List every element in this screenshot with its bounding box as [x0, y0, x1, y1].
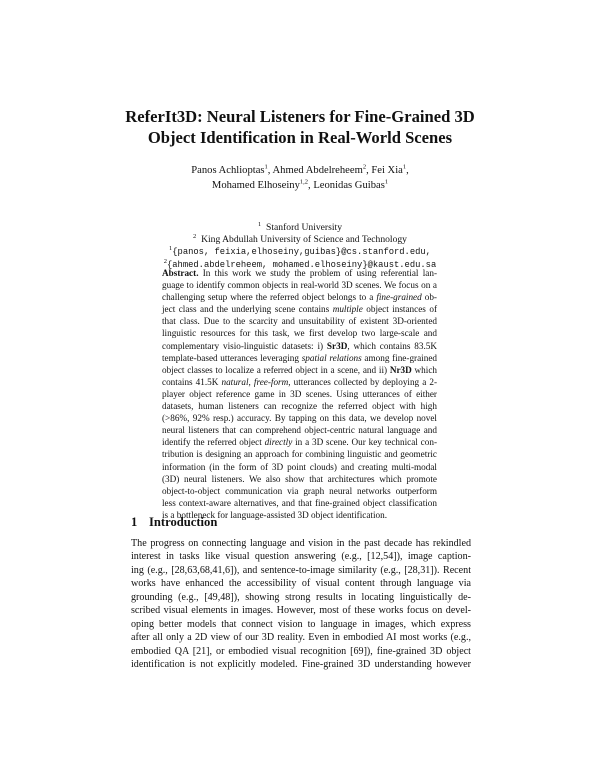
affiliations: [60, 222, 540, 271]
author-name: Leonidas Guibas: [313, 180, 385, 191]
abstract-text: (>86%, 92% resp.) accuracy. By tapping on this data, we develop novel: [162, 413, 437, 424]
abstract-text: is a bottleneck for language-assisted 3D object identification.: [162, 509, 388, 520]
section-title: Introduction: [149, 515, 218, 529]
abstract-text: template-based utterances leveraging: [162, 352, 302, 363]
abstract-text: that class. Due to the scarcity and unsuitability of existent 3D-oriented: [162, 316, 437, 327]
abstract-text: fine-grained: [376, 292, 422, 303]
section-number: 1: [131, 515, 138, 529]
abstract-line: [162, 340, 437, 352]
abstract-text: (3D) neural listeners. We also show that architectures which promote: [162, 473, 437, 484]
abstract-line: [162, 279, 437, 291]
abstract-line: [162, 473, 437, 485]
body-line: grounding (e.g., [49,48]), showing strong results in locating linguistically de-: [131, 591, 471, 603]
body-line: oping better models that connect vision to language in images, which express: [131, 618, 471, 630]
abstract-text: multiple: [332, 304, 363, 315]
body-line: identification is not explicitly modeled. Fine-grained 3D understanding however: [131, 659, 471, 671]
abstract-line: [162, 267, 437, 279]
abstract-text: linguistic resources for this task, we first develop two large-scale and: [162, 328, 437, 339]
abstract-text: , which contains 83.5K: [347, 340, 437, 351]
author-name: Ahmed Abdelreheem: [272, 165, 363, 176]
affiliation-name: King Abdullah University of Science and Technology: [201, 234, 407, 246]
body-line: scribed visual elements in images. However, most of these works focus on devel-: [131, 605, 471, 617]
abstract-label: Abstract.: [162, 268, 199, 278]
author-separator: ,: [308, 180, 314, 191]
abstract-text: object classes to localize a referred object in a scene, and ii): [162, 364, 390, 375]
abstract-text: natural: [221, 376, 249, 387]
abstract-text: Sr3D: [326, 340, 348, 351]
author-separator: ,: [366, 165, 372, 176]
authors-line-2: [60, 178, 540, 193]
abstract-text: Nr3D: [389, 364, 412, 375]
abstract-line: [162, 412, 437, 424]
abstract-line: [162, 424, 437, 436]
paper-title: [60, 106, 540, 148]
abstract-text: , utterances collected by deploying a 2-: [288, 376, 438, 387]
abstract-line: [162, 315, 437, 327]
email-text: {ahmed.abdelreheem, mohamed.elhoseiny}@kaust.edu.sa: [167, 259, 437, 270]
abstract-text: object-to-object communication via graph neural networks outperform: [162, 485, 437, 496]
abstract-line: [162, 436, 437, 448]
abstract-text: tribution is designing an approach for combining linguistic and geometric: [162, 449, 437, 460]
abstract-line: [162, 485, 437, 497]
body-line: embodied QA [21], or embodied visual recognition [69]), fine-grained 3D object: [131, 645, 471, 657]
abstract-line: [162, 497, 437, 509]
author-list: [60, 163, 540, 193]
abstract-line: [162, 352, 437, 364]
title-line-2: Object Identification in Real-World Scenes: [147, 128, 453, 147]
affil-mark: 1: [258, 220, 262, 228]
abstract-text: complementary visio-linguistic datasets: i): [162, 340, 327, 351]
body-line: after all only a 2D view of our 3D reality. Even in embodied AI most works (e.g.,: [131, 632, 471, 644]
abstract-text: identify the referred object: [162, 437, 265, 448]
abstract-text: free-form: [253, 376, 289, 387]
affiliation-name: Stanford University: [266, 222, 342, 233]
section-heading: [131, 515, 217, 530]
abstract-line: [162, 364, 437, 376]
author-affil-mark: 1,2: [299, 178, 309, 186]
abstract-line: [162, 327, 437, 339]
abstract-line: [162, 291, 437, 303]
abstract-line: [162, 303, 437, 315]
abstract-text: which: [411, 364, 438, 375]
abstract-text: information (in the form of 3D point clouds) and creating multi-modal: [162, 461, 437, 472]
abstract-line: [162, 400, 437, 412]
abstract-text: datasets, human listeners can recognize the referred object with high: [162, 401, 437, 412]
author-affil-mark: 2: [362, 163, 367, 171]
abstract-text: guage to identify common objects in real-world 3D scenes. We focus on a: [162, 280, 437, 291]
affil-mark: 2: [193, 233, 197, 241]
author-name: Mohamed Elhoseiny: [211, 180, 300, 191]
abstract-text: less context-aware alternatives, and that fine-grained object classification: [162, 497, 437, 508]
author-separator: ,: [406, 165, 409, 176]
affil-mark: 1: [169, 245, 173, 253]
abstract-text: spatial relations: [301, 352, 362, 363]
author-name: Panos Achlioptas: [191, 165, 265, 176]
affil-mark: 2: [163, 257, 167, 265]
introduction-text: [131, 537, 471, 672]
affiliation-line: [60, 234, 540, 246]
abstract-text: among fine-grained: [361, 352, 437, 363]
abstract-text: ject class and the underlying scene contains: [162, 304, 333, 315]
body-line: ing (e.g., [28,63,68,41,6]), and sentence-to-image similarity (e.g., [28,31]). Recent: [131, 564, 471, 576]
email-text: {panos, feixia,elhoseiny,guibas}@cs.stanford.edu,: [172, 247, 431, 258]
body-line: works have enhanced the accessibility of visual content through language via: [131, 578, 471, 590]
abstract-text: directly: [264, 437, 293, 448]
title-line-1: ReferIt3D: Neural Listeners for Fine-Grained 3D: [125, 107, 475, 126]
abstract-text: player object reference game in 3D scenes. Using utterances of either: [162, 388, 437, 399]
abstract: [162, 267, 437, 521]
author-affil-mark: 1: [384, 178, 389, 186]
email-line: [60, 246, 540, 258]
author-name: Fei Xia: [371, 165, 403, 176]
abstract-text: object instances of: [362, 304, 438, 315]
abstract-line: [162, 461, 437, 473]
author-affil-mark: 1: [264, 163, 268, 171]
abstract-text: challenging setup where the referred object belongs to a: [162, 292, 377, 303]
abstract-text: ,: [248, 376, 254, 387]
author-affil-mark: 1: [402, 163, 407, 171]
abstract-line: [162, 388, 437, 400]
abstract-line: [162, 448, 437, 460]
abstract-text: neural listeners that can comprehend object-centric natural language and: [162, 425, 437, 436]
authors-line-1: [60, 163, 540, 178]
abstract-line: [162, 376, 437, 388]
author-separator: ,: [267, 165, 273, 176]
body-line: The progress on connecting language and vision in the past decade has rekindled: [131, 538, 471, 549]
body-line: interest in tasks like visual question answering (e.g., [12,54]), image caption-: [131, 551, 471, 563]
abstract-text: in a 3D scene. Our key technical con-: [292, 437, 437, 448]
abstract-text: ob-: [421, 292, 437, 303]
affiliation-line: [60, 222, 540, 234]
abstract-text: contains 41.5K: [162, 376, 222, 387]
abstract-text: In this work we study the problem of using referential lan-: [202, 268, 437, 278]
